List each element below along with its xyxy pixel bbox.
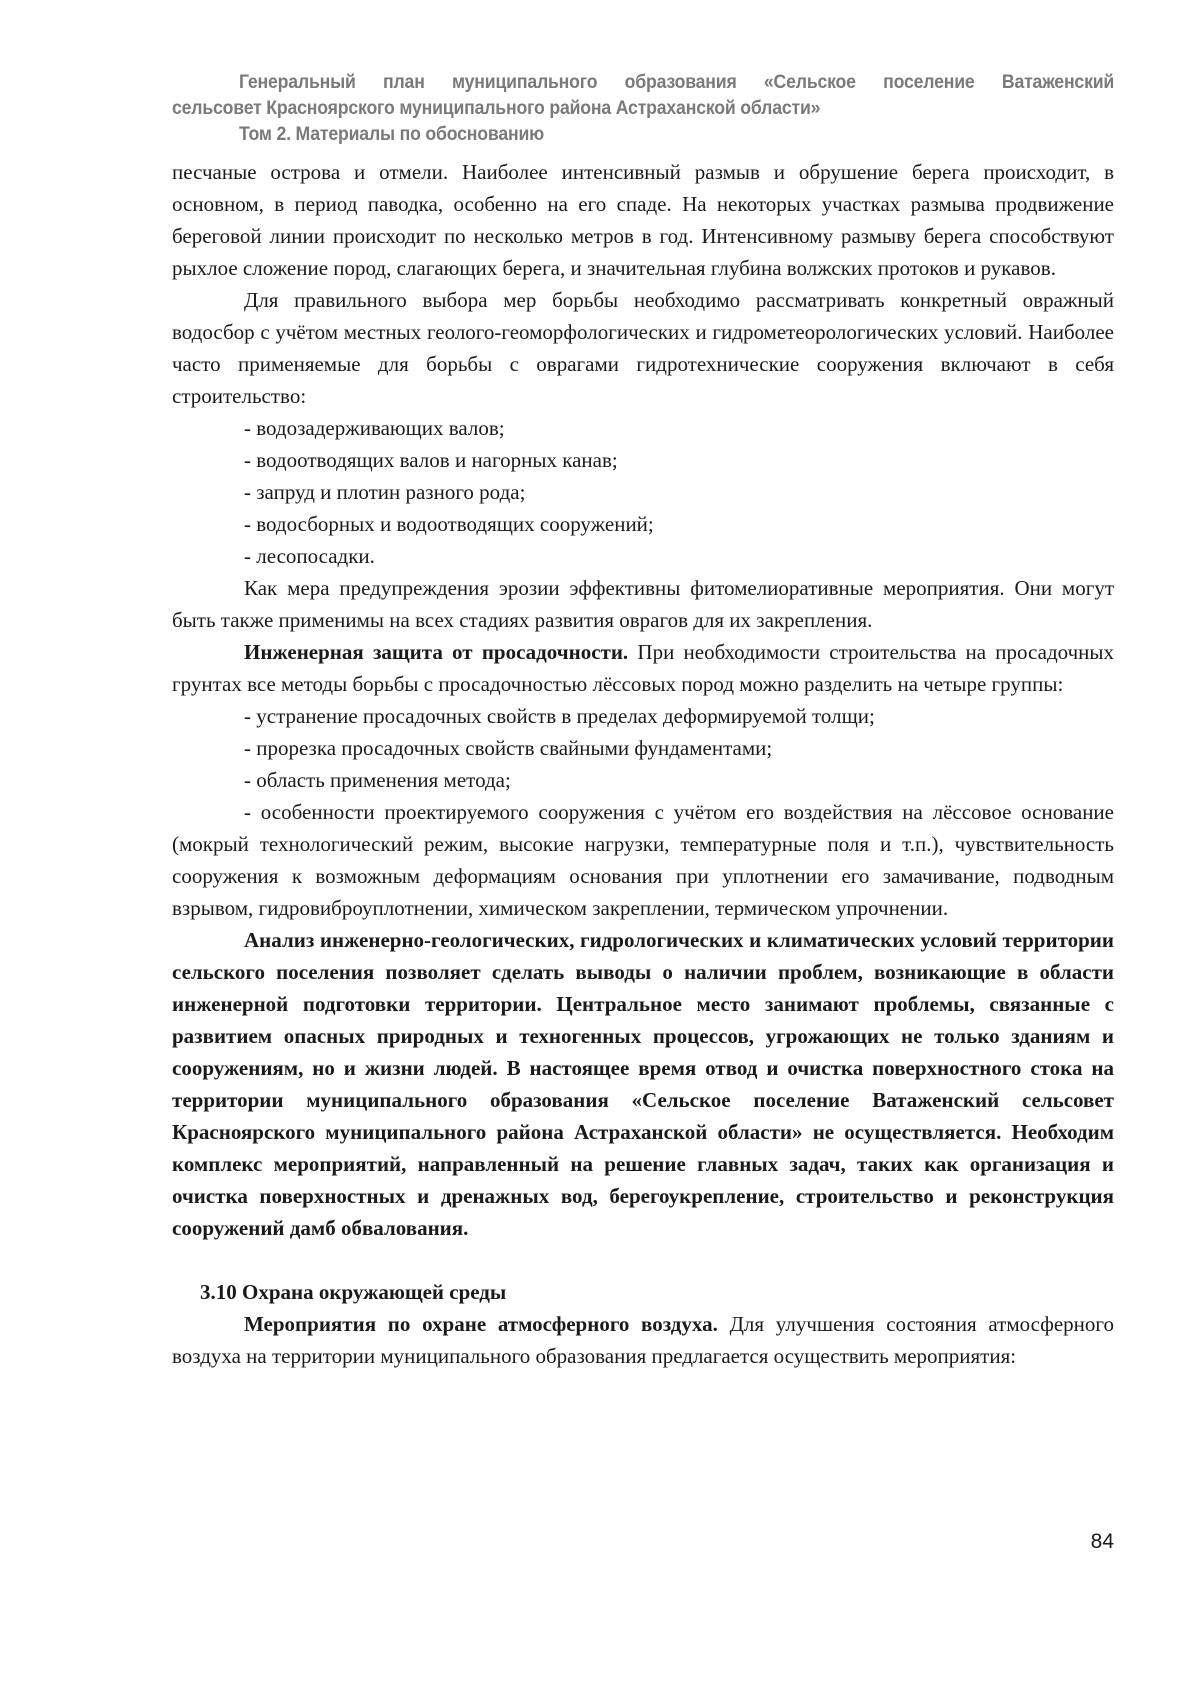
list-item: - лесопосадки. bbox=[244, 544, 375, 568]
subsidence-text: При необходимости строительства на просадочных грунтах все методы борьбы с просадочностью лёссовых пород можно разделить на четыре группы: bbox=[172, 640, 1114, 696]
paragraph-air-protection bbox=[172, 1308, 1114, 1372]
list-item: - водозадерживающих валов; bbox=[244, 416, 505, 440]
header-title-line2: сельсовет Красноярского муниципального района Астраханской области» bbox=[172, 98, 821, 119]
header-title-line1: Генеральный план муниципального образования «Сельское поселение Ватаженский bbox=[238, 72, 1115, 93]
list-item: - запруд и плотин разного рода; bbox=[244, 480, 526, 504]
section-heading-environment: 3.10 Охрана окружающей среды bbox=[200, 1280, 507, 1304]
document-page bbox=[172, 70, 1114, 1372]
air-protection-heading: Мероприятия по охране атмосферного воздуха. bbox=[244, 1312, 718, 1336]
air-protection-text: Для улучшения состояния атмосферного воздуха на территории муниципального образования предлагается осуществить мероприятия: bbox=[172, 1312, 1114, 1368]
document-header bbox=[172, 70, 1114, 148]
paragraph-analysis-conclusion: Анализ инженерно-геологических, гидрологических и климатических условий территории сельского поселения позволяет сделать выводы о наличии проблем, возникающие в области инженерной подготовки территории. Центральное место занимают проблемы, связанные с развитием опасных природных и техногенных процессов, угрожающих не только зданиям и сооружениям, но и жизни людей. В настоящее время отвод и очистка поверхностного стока на территории муниципального образования «Сельское поселение Ватаженский сельсовет Красноярского муниципального района Астраханской области» не осуществляется. Необходим комплекс мероприятий, направленный на решение главных задач, таких как организация и очистка поверхностных и дренажных вод, берегоукрепление, строительство и реконструкция сооружений дамб обвалования. bbox=[172, 928, 1114, 1240]
list-item: - прорезка просадочных свойств свайными фундаментами; bbox=[244, 736, 773, 760]
paragraph-phytomelioration: Как мера предупреждения эрозии эффективны фитомелиоративные мероприятия. Они могут быть также применимы на всех стадиях развития оврагов для их закрепления. bbox=[172, 576, 1114, 632]
list-item: - область применения метода; bbox=[244, 768, 511, 792]
document-body bbox=[172, 156, 1114, 1372]
hydrotech-structures-list bbox=[172, 412, 1114, 572]
list-item: - устранение просадочных свойств в пределах деформируемой толщи; bbox=[244, 704, 875, 728]
paragraph-structure-features: - особенности проектируемого сооружения с учётом его воздействия на лёссовое основание (мокрый технологический режим, высокие нагрузки, температурные поля и т.п.), чувствительность сооружения к возможным деформациям основания при уплотнении его замачивание, подводным взрывом, гидровиброуплотнении, химическом закреплении, термическом упрочнении. bbox=[172, 800, 1114, 920]
header-volume-line: Том 2. Материалы по обоснованию bbox=[238, 124, 545, 145]
subsidence-methods-list bbox=[172, 700, 1114, 796]
subsidence-heading: Инженерная защита от просадочности. bbox=[244, 640, 629, 664]
list-item: - водоотводящих валов и нагорных канав; bbox=[244, 448, 618, 472]
list-item: - водосборных и водоотводящих сооружений; bbox=[244, 512, 654, 536]
paragraph-subsidence-protection bbox=[172, 636, 1114, 700]
paragraph-ravine-measures: Для правильного выбора мер борьбы необходимо рассматривать конкретный овражный водосбор с учётом местных геолого-геоморфологических и гидрометеорологических условий. Наиболее часто применяемые для борьбы с оврагами гидротехнические сооружения включают в себя строительство: bbox=[172, 288, 1114, 408]
paragraph-bank-erosion: песчаные острова и отмели. Наиболее интенсивный размыв и обрушение берега происходит, в основном, в период паводка, особенно на его спаде. На некоторых участках размыва продвижение береговой линии происходит по несколько метров в год. Интенсивному размыву берега способствуют рыхлое сложение пород, слагающих берега, и значительная глубина волжских протоков и рукавов. bbox=[172, 160, 1114, 280]
page-number: 84 bbox=[1090, 1530, 1114, 1553]
